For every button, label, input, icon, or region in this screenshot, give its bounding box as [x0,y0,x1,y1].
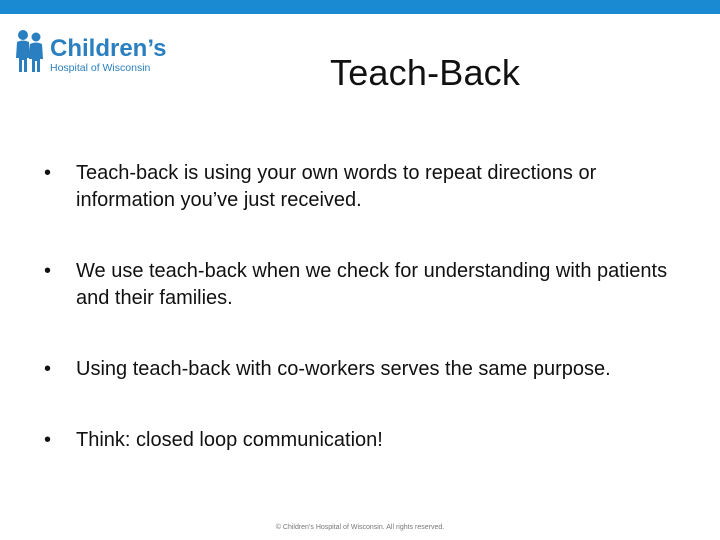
hospital-logo [14,28,174,78]
top-accent-bar [0,0,720,14]
copyright-footer: © Children’s Hospital of Wisconsin. All rights reserved. [275,524,445,531]
bullet-text: Think: closed loop communication! [76,429,383,451]
bullet-item [44,427,684,454]
logo-line2: Hospital of Wisconsin [50,62,151,74]
bullet-text: We use teach-back when we check for understanding with patients and their families. [76,260,668,309]
bullet-text: Teach-back is using your own words to repeat directions or information you’ve just received. [76,162,597,211]
bullet-marker: • [44,162,52,184]
logo-line1: Children’s [50,35,167,62]
bullet-list [44,160,684,454]
bullet-item [44,160,684,214]
bullet-item [44,258,684,312]
children-figures-icon [14,28,174,78]
bullet-marker: • [44,358,52,380]
bullet-marker: • [44,260,52,282]
bullet-text: Using teach-back with co-workers serves the same purpose. [76,358,611,380]
slide-title: Teach-Back [330,52,521,93]
bullet-item [44,356,684,383]
bullet-marker: • [44,429,52,451]
